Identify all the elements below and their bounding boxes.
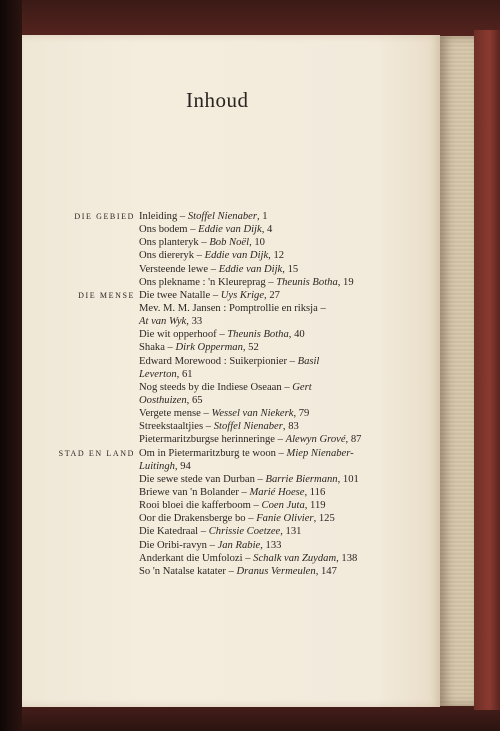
toc-entry xyxy=(139,407,309,420)
entry-page-number: , 125 xyxy=(313,513,335,525)
entry-author: Dranus Vermeulen xyxy=(236,565,316,577)
entry-author: Uys Krige xyxy=(220,289,265,301)
entry-author: Alewyn Grové xyxy=(285,434,346,446)
toc-entry xyxy=(139,473,359,486)
entry-title: Ons diereryk – xyxy=(139,250,205,262)
page-title: Inhoud xyxy=(186,88,249,112)
entry-title: Oor die Drakensberge bo – xyxy=(139,513,257,525)
toc-entry xyxy=(139,341,259,354)
toc-row xyxy=(0,302,440,315)
entry-author: Jan Rabie xyxy=(217,539,261,551)
entry-title: Vergete mense – xyxy=(139,408,212,420)
toc-row xyxy=(0,289,440,302)
entry-author: Chrissie Coetzee xyxy=(208,526,281,538)
entry-author: Eddie van Dijk xyxy=(198,224,262,236)
entry-author: Fanie Olivier xyxy=(256,513,314,525)
entry-title: Mev. M. M. Jansen : Pomptrollie en riksja – xyxy=(139,302,326,314)
entry-page-number: , 19 xyxy=(337,276,354,288)
toc-row xyxy=(0,223,440,236)
entry-author: At van Wyk xyxy=(139,316,187,328)
section-label: STAD EN LAND xyxy=(58,448,135,458)
toc-entry xyxy=(139,565,337,578)
entry-title: Die Katedraal – xyxy=(139,526,209,538)
toc-row xyxy=(0,210,440,223)
entry-author: Basil xyxy=(297,355,320,367)
entry-title: Die Oribi-ravyn – xyxy=(139,539,218,551)
entry-title: Inleiding – xyxy=(139,211,188,222)
page-stack-edge xyxy=(440,36,474,706)
entry-author: Dirk Opperman xyxy=(175,342,243,354)
entry-title: Briewe van 'n Bolander – xyxy=(139,486,250,498)
entry-author: Wessel van Niekerk xyxy=(211,408,294,420)
toc-row xyxy=(0,341,440,354)
entry-title: Shaka – xyxy=(139,342,176,354)
toc-entry xyxy=(139,447,354,460)
entry-author: Theunis Botha xyxy=(276,276,338,288)
entry-title: Ons bodem – xyxy=(139,224,199,236)
entry-author: Bob Noël xyxy=(209,237,250,249)
entry-page-number: , 12 xyxy=(268,250,285,262)
entry-page-number: , 10 xyxy=(249,237,265,249)
entry-page-number: , 131 xyxy=(280,526,302,538)
entry-page-number: , 4 xyxy=(261,224,273,236)
entry-author: Leverton xyxy=(139,368,177,380)
toc-entry xyxy=(139,394,203,407)
entry-title: Versteende lewe – xyxy=(139,263,219,275)
entry-page-number: , 61 xyxy=(176,368,193,380)
entry-page-number: , 116 xyxy=(304,486,326,498)
toc-row xyxy=(0,328,440,341)
toc-entry xyxy=(139,236,265,249)
toc-row xyxy=(0,315,440,328)
entry-page-number: , 133 xyxy=(260,539,282,551)
toc-entry xyxy=(139,525,301,538)
entry-author: Gert xyxy=(292,381,312,393)
toc-entry xyxy=(139,420,299,433)
toc-row xyxy=(0,473,440,486)
toc-entry xyxy=(139,315,202,328)
entry-title: Die sewe stede van Durban – xyxy=(139,473,266,485)
entry-author: Miep Nienaber- xyxy=(286,447,354,459)
entry-title: Edward Morewood : Suikerpionier – xyxy=(139,355,298,367)
entry-title: Ons plekname : 'n Kleureprag – xyxy=(139,276,277,288)
toc-row xyxy=(0,263,440,276)
toc-entry xyxy=(139,512,335,525)
entry-author: Coen Juta xyxy=(261,500,305,512)
entry-title: Om in Pietermaritzburg te woon – xyxy=(139,447,287,459)
toc-entry xyxy=(139,223,272,236)
entry-title: Die wit opperhoof – xyxy=(139,329,228,341)
toc-entry xyxy=(139,486,325,499)
entry-page-number: , 87 xyxy=(345,434,362,446)
toc-row xyxy=(0,236,440,249)
entry-page-number: , 119 xyxy=(304,500,326,512)
toc-row xyxy=(0,460,440,473)
toc-row xyxy=(0,539,440,552)
toc-row xyxy=(0,447,440,460)
entry-title: Pietermaritzburgse herinneringe – xyxy=(139,434,286,446)
entry-author: Marié Hoese xyxy=(249,486,305,498)
toc-entry xyxy=(139,210,268,223)
entry-title: Anderkant die Umfolozi – xyxy=(139,552,254,564)
toc-row xyxy=(0,433,440,446)
entry-page-number: , 101 xyxy=(337,473,359,485)
entry-title: So 'n Natalse katater – xyxy=(139,565,237,577)
toc-row xyxy=(0,420,440,433)
entry-page-number: , 15 xyxy=(282,263,299,275)
toc-row xyxy=(0,276,440,289)
toc-row xyxy=(0,486,440,499)
toc-row xyxy=(0,512,440,525)
entry-page-number: , 94 xyxy=(174,460,191,472)
entry-page-number: , 83 xyxy=(282,421,299,433)
toc-entry xyxy=(139,263,298,276)
entry-author: Schalk van Zuydam xyxy=(253,552,337,564)
toc-entry xyxy=(139,276,354,289)
entry-title: Die twee Natalle – xyxy=(139,289,221,301)
entry-author: Luitingh xyxy=(139,460,175,472)
entry-page-number: , 27 xyxy=(264,289,280,301)
entry-title: Streekstaaltjies – xyxy=(139,421,214,433)
toc-entry xyxy=(139,355,319,368)
entry-author: Stoffel Nienaber xyxy=(213,421,283,433)
entry-page-number: , 1 xyxy=(257,211,268,222)
entry-page-number: , 40 xyxy=(288,329,305,341)
toc-entry xyxy=(139,289,280,302)
entry-author: Oosthuizen xyxy=(139,394,187,406)
entry-author: Eddie van Dijk xyxy=(204,250,269,262)
entry-author: Eddie van Dijk xyxy=(218,263,283,275)
toc-entry xyxy=(139,499,326,512)
toc-entry xyxy=(139,249,284,262)
toc-row xyxy=(0,407,440,420)
toc-entry xyxy=(139,328,305,341)
toc-row xyxy=(0,381,440,394)
toc-entry xyxy=(139,552,357,565)
toc-row xyxy=(0,368,440,381)
book-cover-edge xyxy=(474,30,500,710)
toc-entry xyxy=(139,381,312,394)
toc-entry xyxy=(139,302,326,315)
entry-page-number: , 52 xyxy=(242,342,259,354)
entry-author: Stoffel Nienaber xyxy=(187,211,257,222)
toc-row xyxy=(0,394,440,407)
toc-row xyxy=(0,525,440,538)
entry-title: Nog steeds by die Indiese Oseaan – xyxy=(139,381,293,393)
entry-page-number: , 138 xyxy=(336,552,358,564)
toc-entry xyxy=(139,539,281,552)
toc-row xyxy=(0,565,440,578)
toc-row xyxy=(0,249,440,262)
entry-page-number: , 79 xyxy=(293,408,310,420)
entry-page-number: , 33 xyxy=(186,316,203,328)
toc-entry xyxy=(139,460,191,473)
entry-author: Barrie Biermann xyxy=(265,473,338,485)
toc-row xyxy=(0,355,440,368)
toc-row xyxy=(0,552,440,565)
entry-page-number: , 65 xyxy=(186,394,203,406)
toc-entry xyxy=(139,368,193,381)
toc-row xyxy=(0,499,440,512)
entry-title: Rooi bloei die kafferboom – xyxy=(139,500,262,512)
table-of-contents xyxy=(0,210,440,578)
toc-entry xyxy=(139,433,361,446)
entry-page-number: , 147 xyxy=(315,565,337,577)
entry-title: Ons planteryk – xyxy=(139,237,210,249)
entry-author: Theunis Botha xyxy=(227,329,289,341)
section-label: DIE GEBIED xyxy=(74,212,135,221)
section-label: DIE MENSE xyxy=(78,290,135,300)
